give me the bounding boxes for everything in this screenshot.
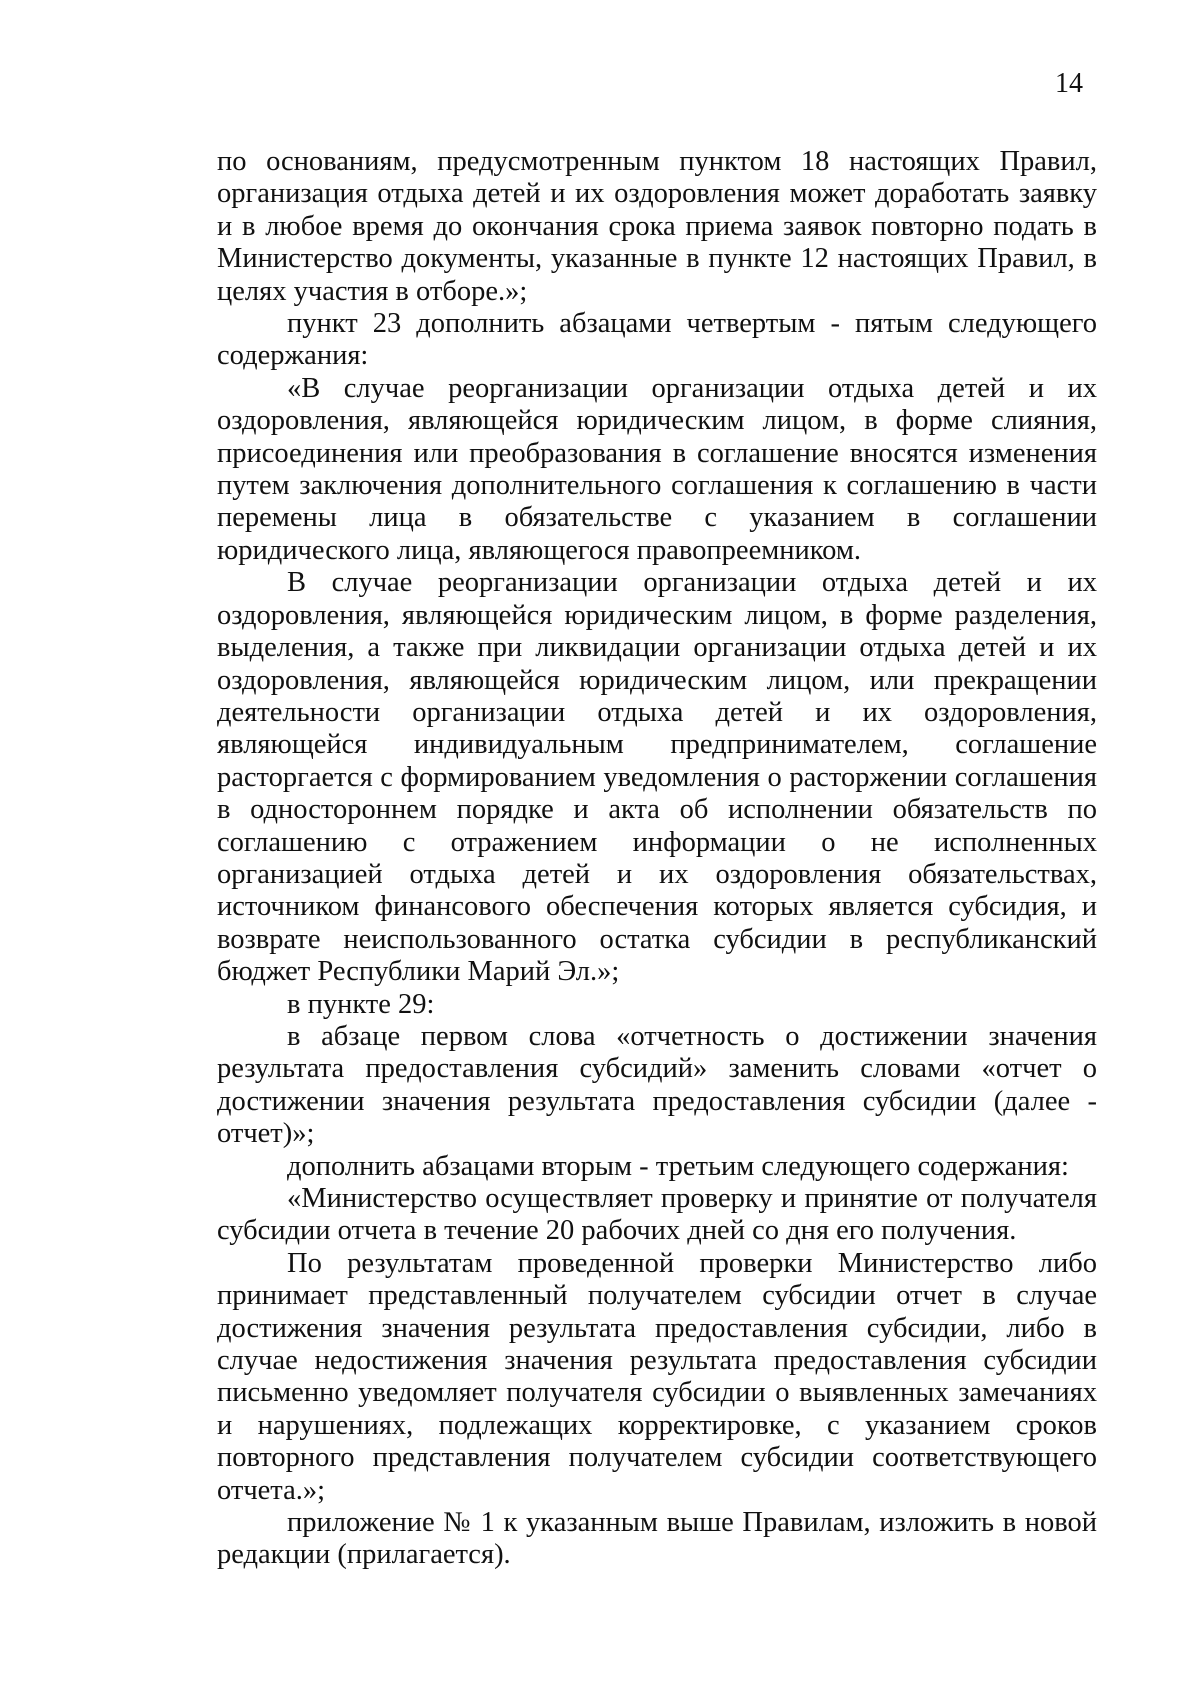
paragraph: в пункте 29: bbox=[287, 988, 435, 1020]
paragraph: приложение № 1 к указанным выше Правилам, изложить в новой редакции (прилагается). bbox=[217, 1507, 1097, 1571]
paragraph: В случае реорганизации организации отдыха детей и их оздоровления, являющейся юридическим лицом, в форме разделения, выделения, а также при ликвидации организации отдыха детей и их оздоровления, являющейся юридическим лицом, или прекращении деятельности организации отдыха детей и их оздоровления, являющейся индивидуальным предпринимателем, соглашение расторгается с формированием уведомления о расторжении соглашения в одностороннем порядке и акта об исполнении обязательств по соглашению с отражением информации о не исполненных организацией отдыха детей и их оздоровления обязательствах, источником финансового обеспечения которых является субсидия, и возврате неиспользованного остатка субсидии в республиканский бюджет Республики Марий Эл.»; bbox=[217, 567, 1097, 988]
paragraph: пункт 23 дополнить абзацами четвертым - пятым следующего содержания: bbox=[217, 308, 1097, 372]
paragraph: «В случае реорганизации организации отдыха детей и их оздоровления, являющейся юридическим лицом, в форме слияния, присоединения или преобразования в соглашение вносятся изменения путем заключения дополнительного соглашения к соглашению в части перемены лица в обязательстве с указанием в соглашении юридического лица, являющегося правопреемником. bbox=[217, 372, 1097, 566]
paragraph: по основаниям, предусмотренным пунктом 18 настоящих Правил, организация отдыха детей и их оздоровления может доработать заявку и в любое время до окончания срока приема заявок повторно подать в Министерство документы, указанные в пункте 12 настоящих Правил, в целях участия в отборе.»; bbox=[217, 146, 1097, 307]
paragraph: По результатам проведенной проверки Министерство либо принимает представленный получателем субсидии отчет в случае достижения значения результата предоставления субсидии, либо в случае недостижения значения результата предоставления субсидии письменно уведомляет получателя субсидии о выявленных замечаниях и нарушениях, подлежащих корректировке, с указанием сроков повторного представления получателем субсидии соответствующего отчета.»; bbox=[217, 1247, 1097, 1506]
paragraph: в абзаце первом слова «отчетность о достижении значения результата предоставления субсидий» заменить словами «отчет о достижении значения результата предоставления субсидии (далее - отчет)»; bbox=[217, 1020, 1097, 1150]
document-body bbox=[217, 146, 1097, 1572]
paragraph: «Министерство осуществляет проверку и принятие от получателя субсидии отчета в течение 20 рабочих дней со дня его получения. bbox=[217, 1183, 1097, 1247]
page-number: 14 bbox=[1055, 68, 1083, 99]
paragraph: дополнить абзацами вторым - третьим следующего содержания: bbox=[287, 1150, 1069, 1182]
